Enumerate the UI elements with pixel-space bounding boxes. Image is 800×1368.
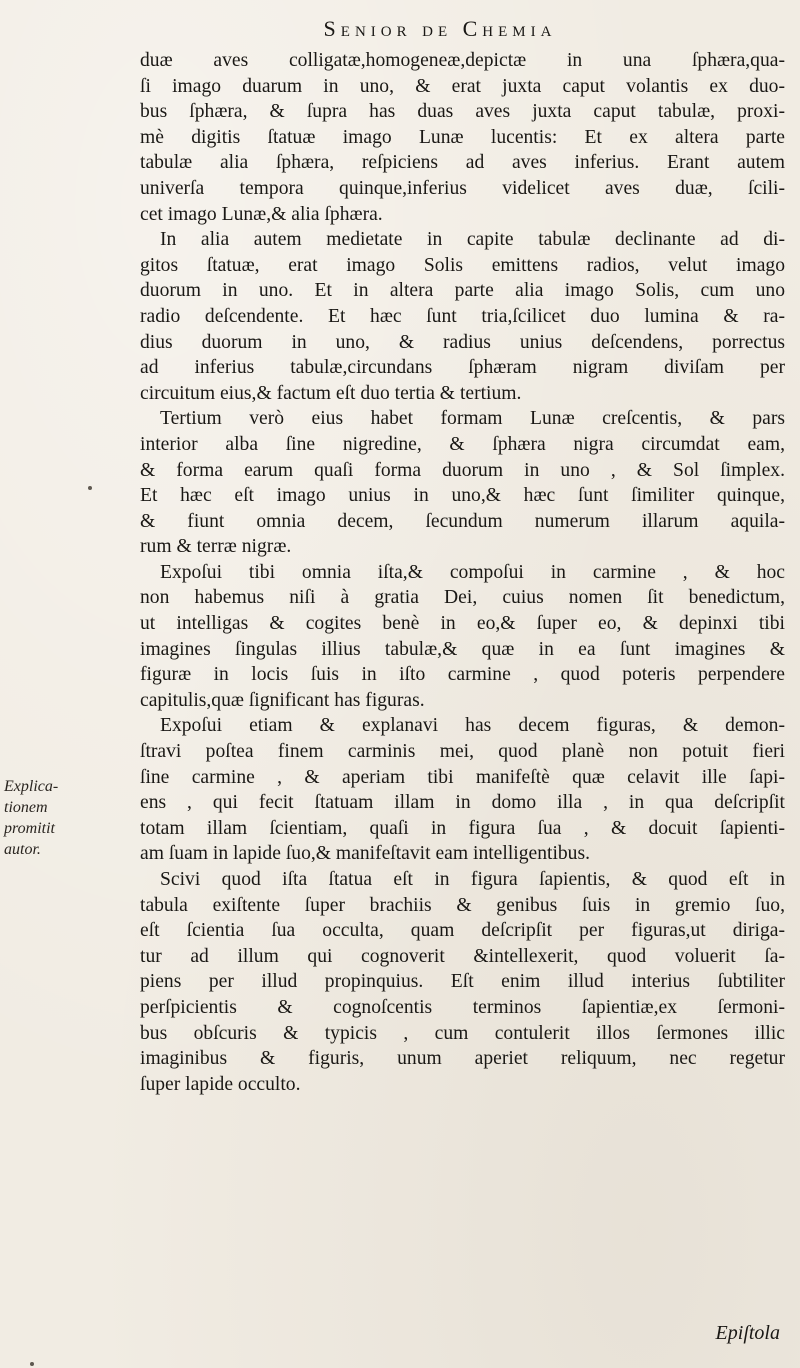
text-line: duæ aves colligatæ,homogeneæ,depictæ in una ſphæra,qua- xyxy=(140,50,785,71)
text-line: bus ſphæra, & ſupra has duas aves juxta caput tabulæ, proxi- xyxy=(140,101,785,123)
text-line: Tertium verò eius habet formam Lunæ creſcentis, & pars xyxy=(160,408,785,430)
text-line: am ſuam in lapide ſuo,& manifeſtavit eam intelligentibus. xyxy=(140,843,591,865)
text-line: ad inferius tabulæ,circundans ſphæram nigram diviſam per xyxy=(140,357,785,379)
text-line: circuitum eius,& factum eſt duo tertia & tertium. xyxy=(140,382,522,404)
text-line: ſine carmine , & aperiam tibi manifeſtè quæ celavit ille ſapi- xyxy=(140,766,785,788)
text-line: tur ad illum qui cognoverit &intellexerit, quod voluerit ſa- xyxy=(140,945,785,967)
text-line: capitulis,quæ ſignificant has figuras. xyxy=(140,689,425,711)
text-line: duorum in uno. Et in altera parte alia imago Solis, cum uno xyxy=(140,280,785,302)
text-line: ſtravi poſtea finem carminis mei, quod planè non potuit fieri xyxy=(140,741,785,763)
text-line: radio deſcendente. Et hæc ſunt tria,ſcilicet duo lumina & ra- xyxy=(140,305,785,327)
text-line: & forma earum quaſi forma duorum in uno , & Sol ſimplex. xyxy=(140,459,785,481)
text-line: In alia autem medietate in capite tabulæ declinante ad di- xyxy=(160,229,785,251)
text-line: imagines ſingulas illius tabulæ,& quæ in ea ſunt imagines & xyxy=(140,638,785,660)
text-line: ut intelligas & cogites benè in eo,& ſuper eo, & depinxi tibi xyxy=(140,613,785,635)
marginal-note-line: promitit xyxy=(4,820,55,837)
marginal-note-line: Explica- xyxy=(4,778,59,795)
text-line: non habemus niſi à gratia Dei, cuius nomen ſit benedictum, xyxy=(140,587,785,609)
catchword: Epiſtola xyxy=(715,1322,780,1344)
marginal-note xyxy=(4,776,114,860)
marginal-note-line: autor. xyxy=(4,841,41,858)
ink-speck xyxy=(30,1362,34,1366)
text-line: tabulæ alia ſphæra, reſpiciens ad aves inferius. Erant autem xyxy=(140,152,785,174)
text-line: tabula exiſtente ſuper brachiis & genibus ſuis in gremio ſuo, xyxy=(140,894,785,916)
ink-speck xyxy=(88,486,92,490)
text-line: piens per illud propinquius. Eſt enim illud interius ſubtiliter xyxy=(140,971,785,993)
text-line: imaginibus & figuris, unum aperiet reliquum, nec regetur xyxy=(140,1048,785,1070)
text-line: totam illam ſcientiam, quaſi in figura ſua , & docuit ſapienti- xyxy=(140,817,785,839)
text-line: Et hæc eſt imago unius in uno,& hæc ſunt ſimiliter quinque, xyxy=(140,485,785,507)
text-line: interior alba ſine nigredine, & ſphæra nigra circumdat eam, xyxy=(140,433,785,455)
text-line: perſpicientis & cognoſcentis terminos ſapientiæ,ex ſermoni- xyxy=(140,996,785,1018)
text-line: Expoſui tibi omnia iſta,& compoſui in carmine , & hoc xyxy=(160,561,785,583)
text-line: gitos ſtatuæ, erat imago Solis emittens radios, velut imago xyxy=(140,254,785,276)
text-line: figuræ in locis ſuis in iſto carmine , quod poteris perpendere xyxy=(140,664,785,686)
main-text xyxy=(140,48,785,1097)
text-line: eſt ſcientia ſua occulta, quam deſcripſit per figuras,ut diriga- xyxy=(140,920,785,942)
running-head: Senior de Chemia xyxy=(323,16,557,41)
text-line: Scivi quod iſta ſtatua eſt in figura ſapientis, & quod eſt in xyxy=(160,869,785,890)
text-line: univerſa tempora quinque,inferius videlicet aves duæ, ſcili- xyxy=(140,177,785,199)
text-line: rum & terræ nigræ. xyxy=(140,536,292,558)
text-line: bus obſcuris & typicis , cum contulerit illos ſermones illic xyxy=(140,1022,785,1044)
text-line: & fiunt omnia decem, ſecundum numerum illarum aquila- xyxy=(140,510,785,532)
marginal-note-line: tionem xyxy=(4,799,48,816)
text-line: ens , qui fecit ſtatuam illam in domo illa , in qua deſcripſit xyxy=(140,792,785,814)
text-line: Expoſui etiam & explanavi has decem figuras, & demon- xyxy=(160,715,785,737)
text-line: ſi imago duarum in uno, & erat juxta caput volantis ex duo- xyxy=(140,75,785,97)
text-line: cet imago Lunæ,& alia ſphæra. xyxy=(140,203,383,225)
text-line: dius duorum in uno, & radius unius deſcendens, porrectus xyxy=(140,331,785,353)
text-line: mè digitis ſtatuæ imago Lunæ lucentis: Et ex altera parte xyxy=(140,126,785,148)
text-line: ſuper lapide occulto. xyxy=(140,1073,301,1095)
